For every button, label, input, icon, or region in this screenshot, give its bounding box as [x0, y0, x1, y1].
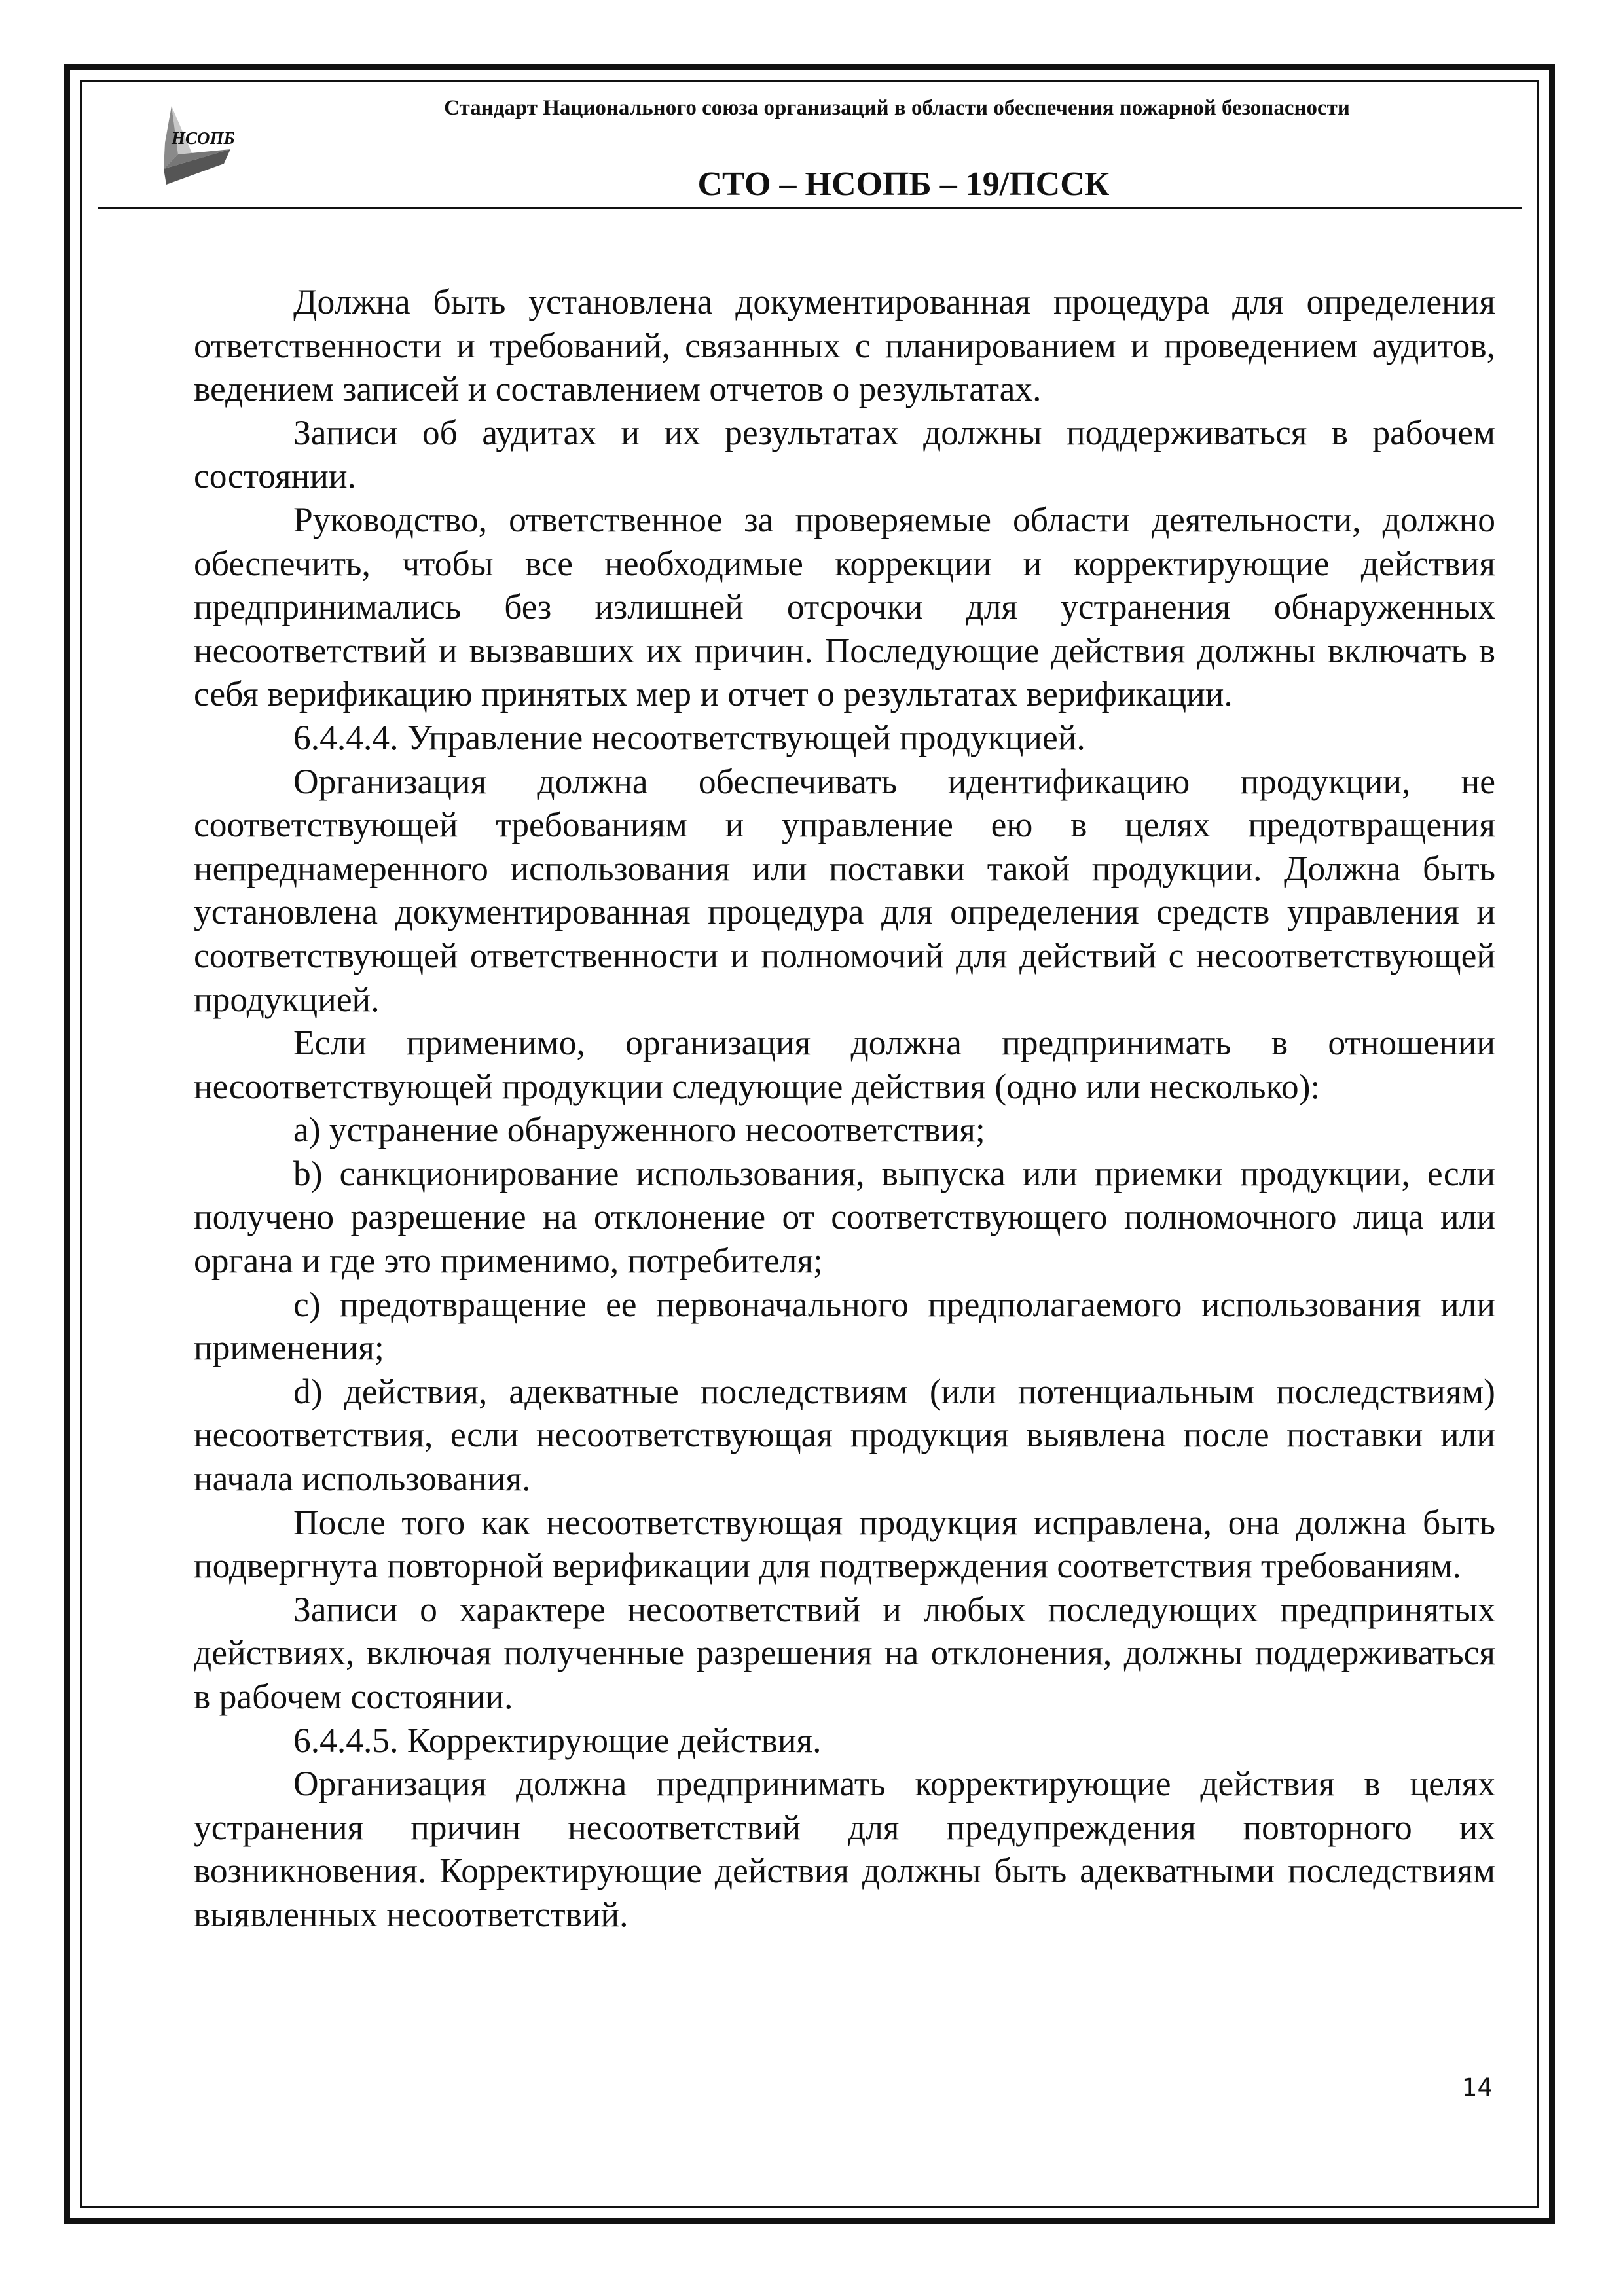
paragraph: Организация должна предпринимать корректирующие действия в целях устранения причин несоответствий для предупреждения повторного их возникновения. Корректирующие действия должны быть адекватными последствиям выявленных несоответствий. — [194, 1764, 1495, 1934]
organization-line: Стандарт Национального союза организаций в области обеспечения пожарной безопасности — [444, 96, 1350, 120]
paragraph: Если применимо, организация должна предпринимать в отношении несоответствующей продукции следующие действия (одно или несколько): — [194, 1023, 1495, 1106]
paragraph: Должна быть установлена документированная процедура для определения ответственности и требований, связанных с планированием и проведением аудитов, ведением записей и составлением отчетов о результатах. — [194, 282, 1495, 409]
page-number: 14 — [1461, 2073, 1493, 2102]
list-item-c: с) предотвращение ее первоначального предполагаемого использования или применения; — [194, 1284, 1495, 1368]
list-item-b: b) санкционирование использования, выпуска или приемки продукции, если получено разрешение на отклонение от соответствующего полномочного лица или органа и где это применимо, потребителя; — [194, 1153, 1495, 1281]
section-heading-6-4-4-4: 6.4.4.4. Управление несоответствующей продукцией. — [293, 717, 1085, 757]
section-heading-6-4-4-5: 6.4.4.5. Корректирующие действия. — [293, 1720, 822, 1760]
header-divider — [98, 207, 1522, 209]
paragraph: После того как несоответствующая продукция исправлена, она должна быть подвергнута повторной верификации для подтверждения соответствия требованиям. — [194, 1502, 1495, 1586]
list-item-d: d) действия, адекватные последствиям (или потенциальным последствиям) несоответствия, если несоответствующая продукция выявлена после поставки или начала использования. — [194, 1371, 1495, 1499]
list-item-a: а) устранение обнаруженного несоответствия; — [293, 1110, 985, 1150]
paragraph: Руководство, ответственное за проверяемые области деятельности, должно обеспечить, чтобы все необходимые коррекции и корректирующие действия предпринимались без излишней отсрочки для устранения обнаруженных несоответствий и вызвавших их причин. Последующие действия должны включать в себя верификацию принятых мер и отчет о результатах верификации. — [194, 499, 1495, 714]
document-code: СТО – НСОПБ – 19/ПССК — [697, 166, 1110, 203]
logo-label: НСОПБ — [172, 128, 235, 148]
document-body — [194, 280, 1495, 1937]
paragraph: Записи об аудитах и их результатах должны поддерживаться в рабочем состоянии. — [194, 412, 1495, 496]
paragraph: Организация должна обеспечивать идентификацию продукции, не соответствующей требованиям и управление ею в целях предотвращения непреднамеренного использования или поставки такой продукции. Должна быть установлена документированная процедура для определения средств управления и соответствующей ответственности и полномочий для действий с несоответствующей продукцией. — [194, 761, 1495, 1019]
paragraph: Записи о характере несоответствий и любых последующих предпринятых действиях, включая полученные разрешения на отклонения, должны поддерживаться в рабочем состоянии. — [194, 1589, 1495, 1716]
